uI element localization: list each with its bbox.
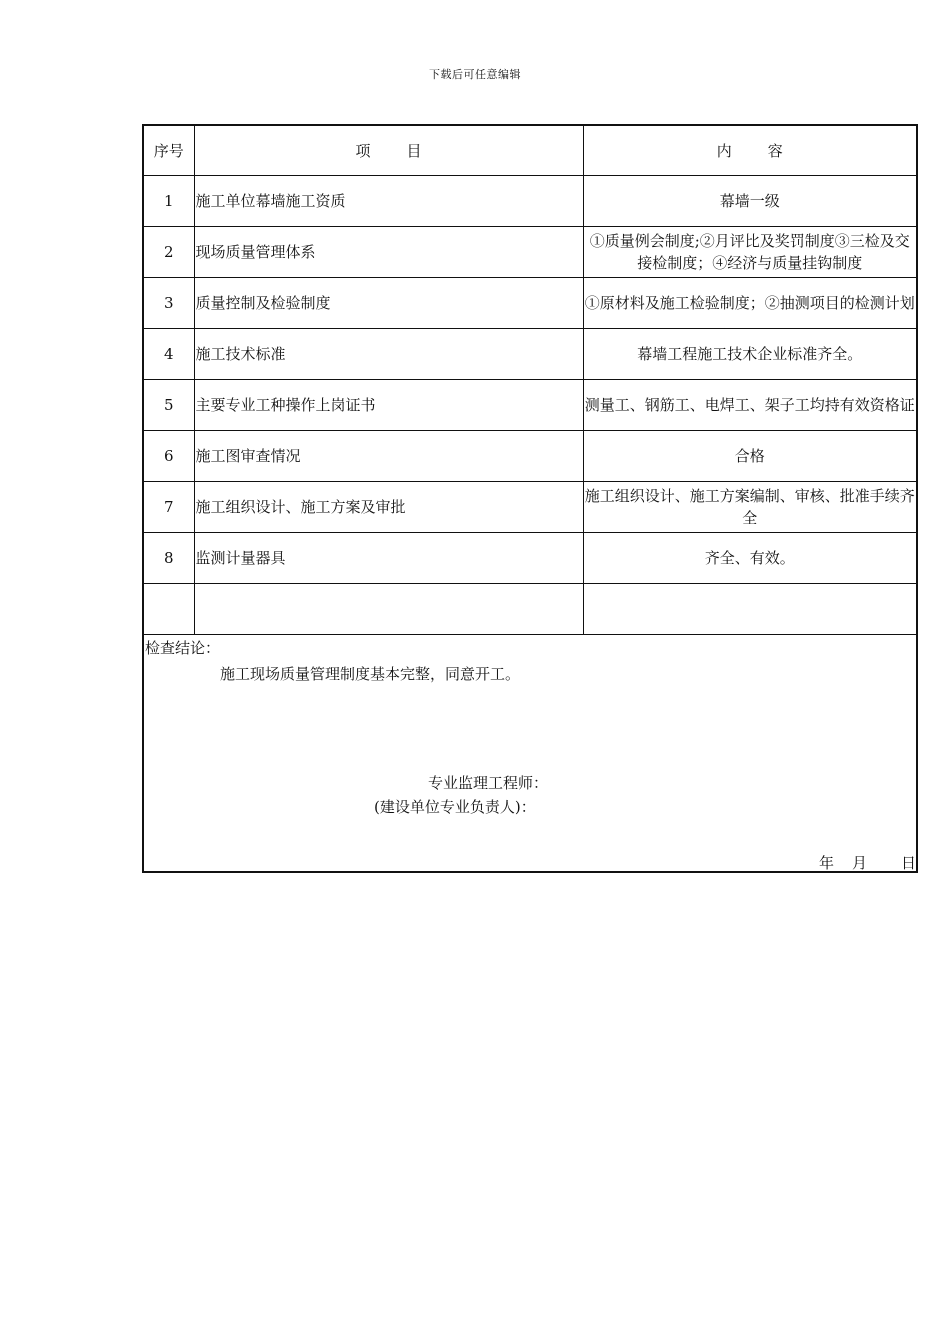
- row-no: 6: [144, 431, 194, 482]
- table-row: [144, 227, 916, 278]
- row-item: 监测计量器具: [194, 533, 583, 584]
- row-content: 幕墙工程施工技术企业标准齐全。: [583, 329, 916, 380]
- inspection-form: [142, 124, 918, 873]
- row-item: 主要专业工种操作上岗证书: [194, 380, 583, 431]
- row-content: [583, 584, 916, 635]
- builder-rep-signature-label: (建设单位专业负责人)：: [374, 798, 536, 816]
- header-content-part2: 容: [767, 141, 783, 160]
- header-item-part1: 项: [355, 141, 371, 160]
- row-no: 3: [144, 278, 194, 329]
- table-row-empty: [144, 584, 916, 635]
- table-row: [144, 176, 916, 227]
- table-row: [144, 329, 916, 380]
- row-item: 施工组织设计、施工方案及审批: [194, 482, 583, 533]
- row-item: [194, 584, 583, 635]
- table-row: [144, 533, 916, 584]
- row-content: 幕墙一级: [583, 176, 916, 227]
- header-item: [194, 126, 583, 176]
- row-no: 8: [144, 533, 194, 584]
- table-row: [144, 278, 916, 329]
- date-day-label: 日: [900, 854, 916, 872]
- header-content-part1: 内: [716, 141, 732, 160]
- row-content: 施工组织设计、施工方案编制、审核、批准手续齐全: [583, 482, 916, 533]
- page-header: 下载后可任意编辑: [429, 68, 521, 81]
- date-line: [819, 852, 916, 874]
- row-content: 合格: [583, 431, 916, 482]
- conclusion-label: 检查结论：: [145, 639, 221, 657]
- table-row: [144, 482, 916, 533]
- supervisor-signature-label: 专业监理工程师：: [428, 774, 549, 792]
- table-header-row: [144, 126, 916, 176]
- row-no: [144, 584, 194, 635]
- row-item: 施工技术标准: [194, 329, 583, 380]
- conclusion-text: 施工现场质量管理制度基本完整，同意开工。: [220, 665, 521, 683]
- row-no: 2: [144, 227, 194, 278]
- row-item: 施工图审查情况: [194, 431, 583, 482]
- row-item: 现场质量管理体系: [194, 227, 583, 278]
- row-item: 施工单位幕墙施工资质: [194, 176, 583, 227]
- row-no: 1: [144, 176, 194, 227]
- row-item: 质量控制及检验制度: [194, 278, 583, 329]
- date-year-label: 年: [818, 854, 834, 872]
- table-row: [144, 431, 916, 482]
- row-content: 齐全、有效。: [583, 533, 916, 584]
- date-month-label: 月: [851, 854, 867, 872]
- row-no: 5: [144, 380, 194, 431]
- header-item-part2: 目: [406, 141, 422, 160]
- conclusion-section: [144, 635, 916, 876]
- table-row: [144, 380, 916, 431]
- header-content: [583, 126, 916, 176]
- row-content: ①质量例会制度;②月评比及奖罚制度③三检及交接检制度；④经济与质量挂钩制度: [583, 227, 916, 278]
- row-no: 7: [144, 482, 194, 533]
- header-no: 序号: [144, 126, 194, 176]
- row-content: 测量工、钢筋工、电焊工、架子工均持有效资格证: [583, 380, 916, 431]
- row-content: ①原材料及施工检验制度；②抽测项目的检测计划: [583, 278, 916, 329]
- row-no: 4: [144, 329, 194, 380]
- inspection-table: [144, 126, 916, 635]
